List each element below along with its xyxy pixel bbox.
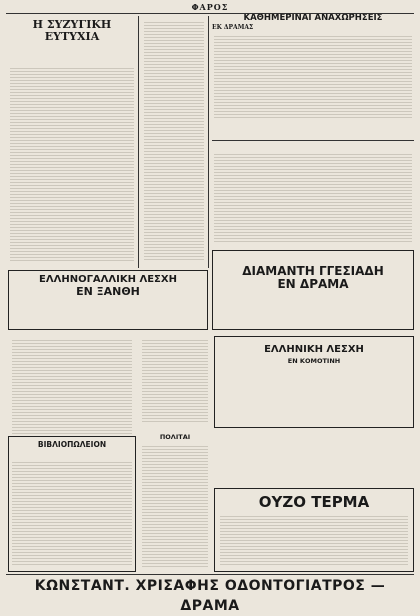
kavala-body-placeholder — [214, 152, 412, 244]
departures-title: ΚΑΘΗΜΕΡΙΝΑΙ ΑΝΑΧΩΡΗΣΕΙΣ — [243, 14, 383, 23]
middle-ad-placeholder — [142, 338, 208, 424]
masthead: ΦΑΡΟΣ — [191, 2, 229, 12]
xanthi-club-sub: ΕΝ ΞΑΝΘΗ — [76, 284, 140, 298]
col-divider-1 — [138, 16, 139, 268]
serial-title: Η ΣΥΖΥΓΙΚΗ ΕΥΤΥΧΙΑ — [32, 18, 112, 43]
departures-body-placeholder — [214, 34, 412, 120]
leather-body-placeholder — [12, 338, 132, 434]
xanthi-club-title: ΕΛΛΗΝΟΓΑΛΛΙΚΗ ΛΕΣΧΗ — [39, 274, 177, 285]
diamantis-ad — [212, 250, 414, 330]
dentist-banner: ΚΩΝΣΤΑΝΤ. ΧΡΙΣΑΦΗΣ ΟΔΟΝΤΟΓΙΑΤΡΟΣ — ΔΡΑΜΑ — [34, 578, 386, 614]
drama-heading: ΕΚ ΔΡΑΜΑΣ — [212, 23, 254, 31]
polites-body-placeholder — [142, 444, 208, 568]
komotini-club-ad — [214, 336, 414, 428]
komotini-club-sub: ΕΝ ΚΟΜΟΤΙΝΗ — [287, 356, 341, 365]
stationery-title: ΒΙΒΛΙΟΠΩΛΕΙΟΝ — [37, 440, 107, 449]
ouzo-terma-title: ΟΥΖΟ ΤΕΡΜΑ — [258, 493, 370, 511]
stationery-body-placeholder — [12, 460, 132, 566]
xanthi-club-ad — [8, 270, 208, 330]
ouzo-body-placeholder — [220, 514, 408, 566]
serial-body-placeholder — [10, 66, 134, 262]
diamantis-title: ΔΙΑΜΑΝΤΗ ΓΓΕΣΙΑΔΗ — [242, 264, 384, 278]
middle-body-placeholder — [144, 20, 204, 262]
diamantis-sub: ΕΝ ΔΡΑΜΑ — [277, 276, 349, 291]
col-divider-2 — [208, 16, 209, 268]
polites-heading: ΠΟΛΙΤΑΙ — [159, 434, 191, 441]
bottom-rule — [6, 574, 414, 575]
komotini-club-title: ΕΛΛΗΝΙΚΗ ΛΕΣΧΗ — [264, 344, 364, 355]
